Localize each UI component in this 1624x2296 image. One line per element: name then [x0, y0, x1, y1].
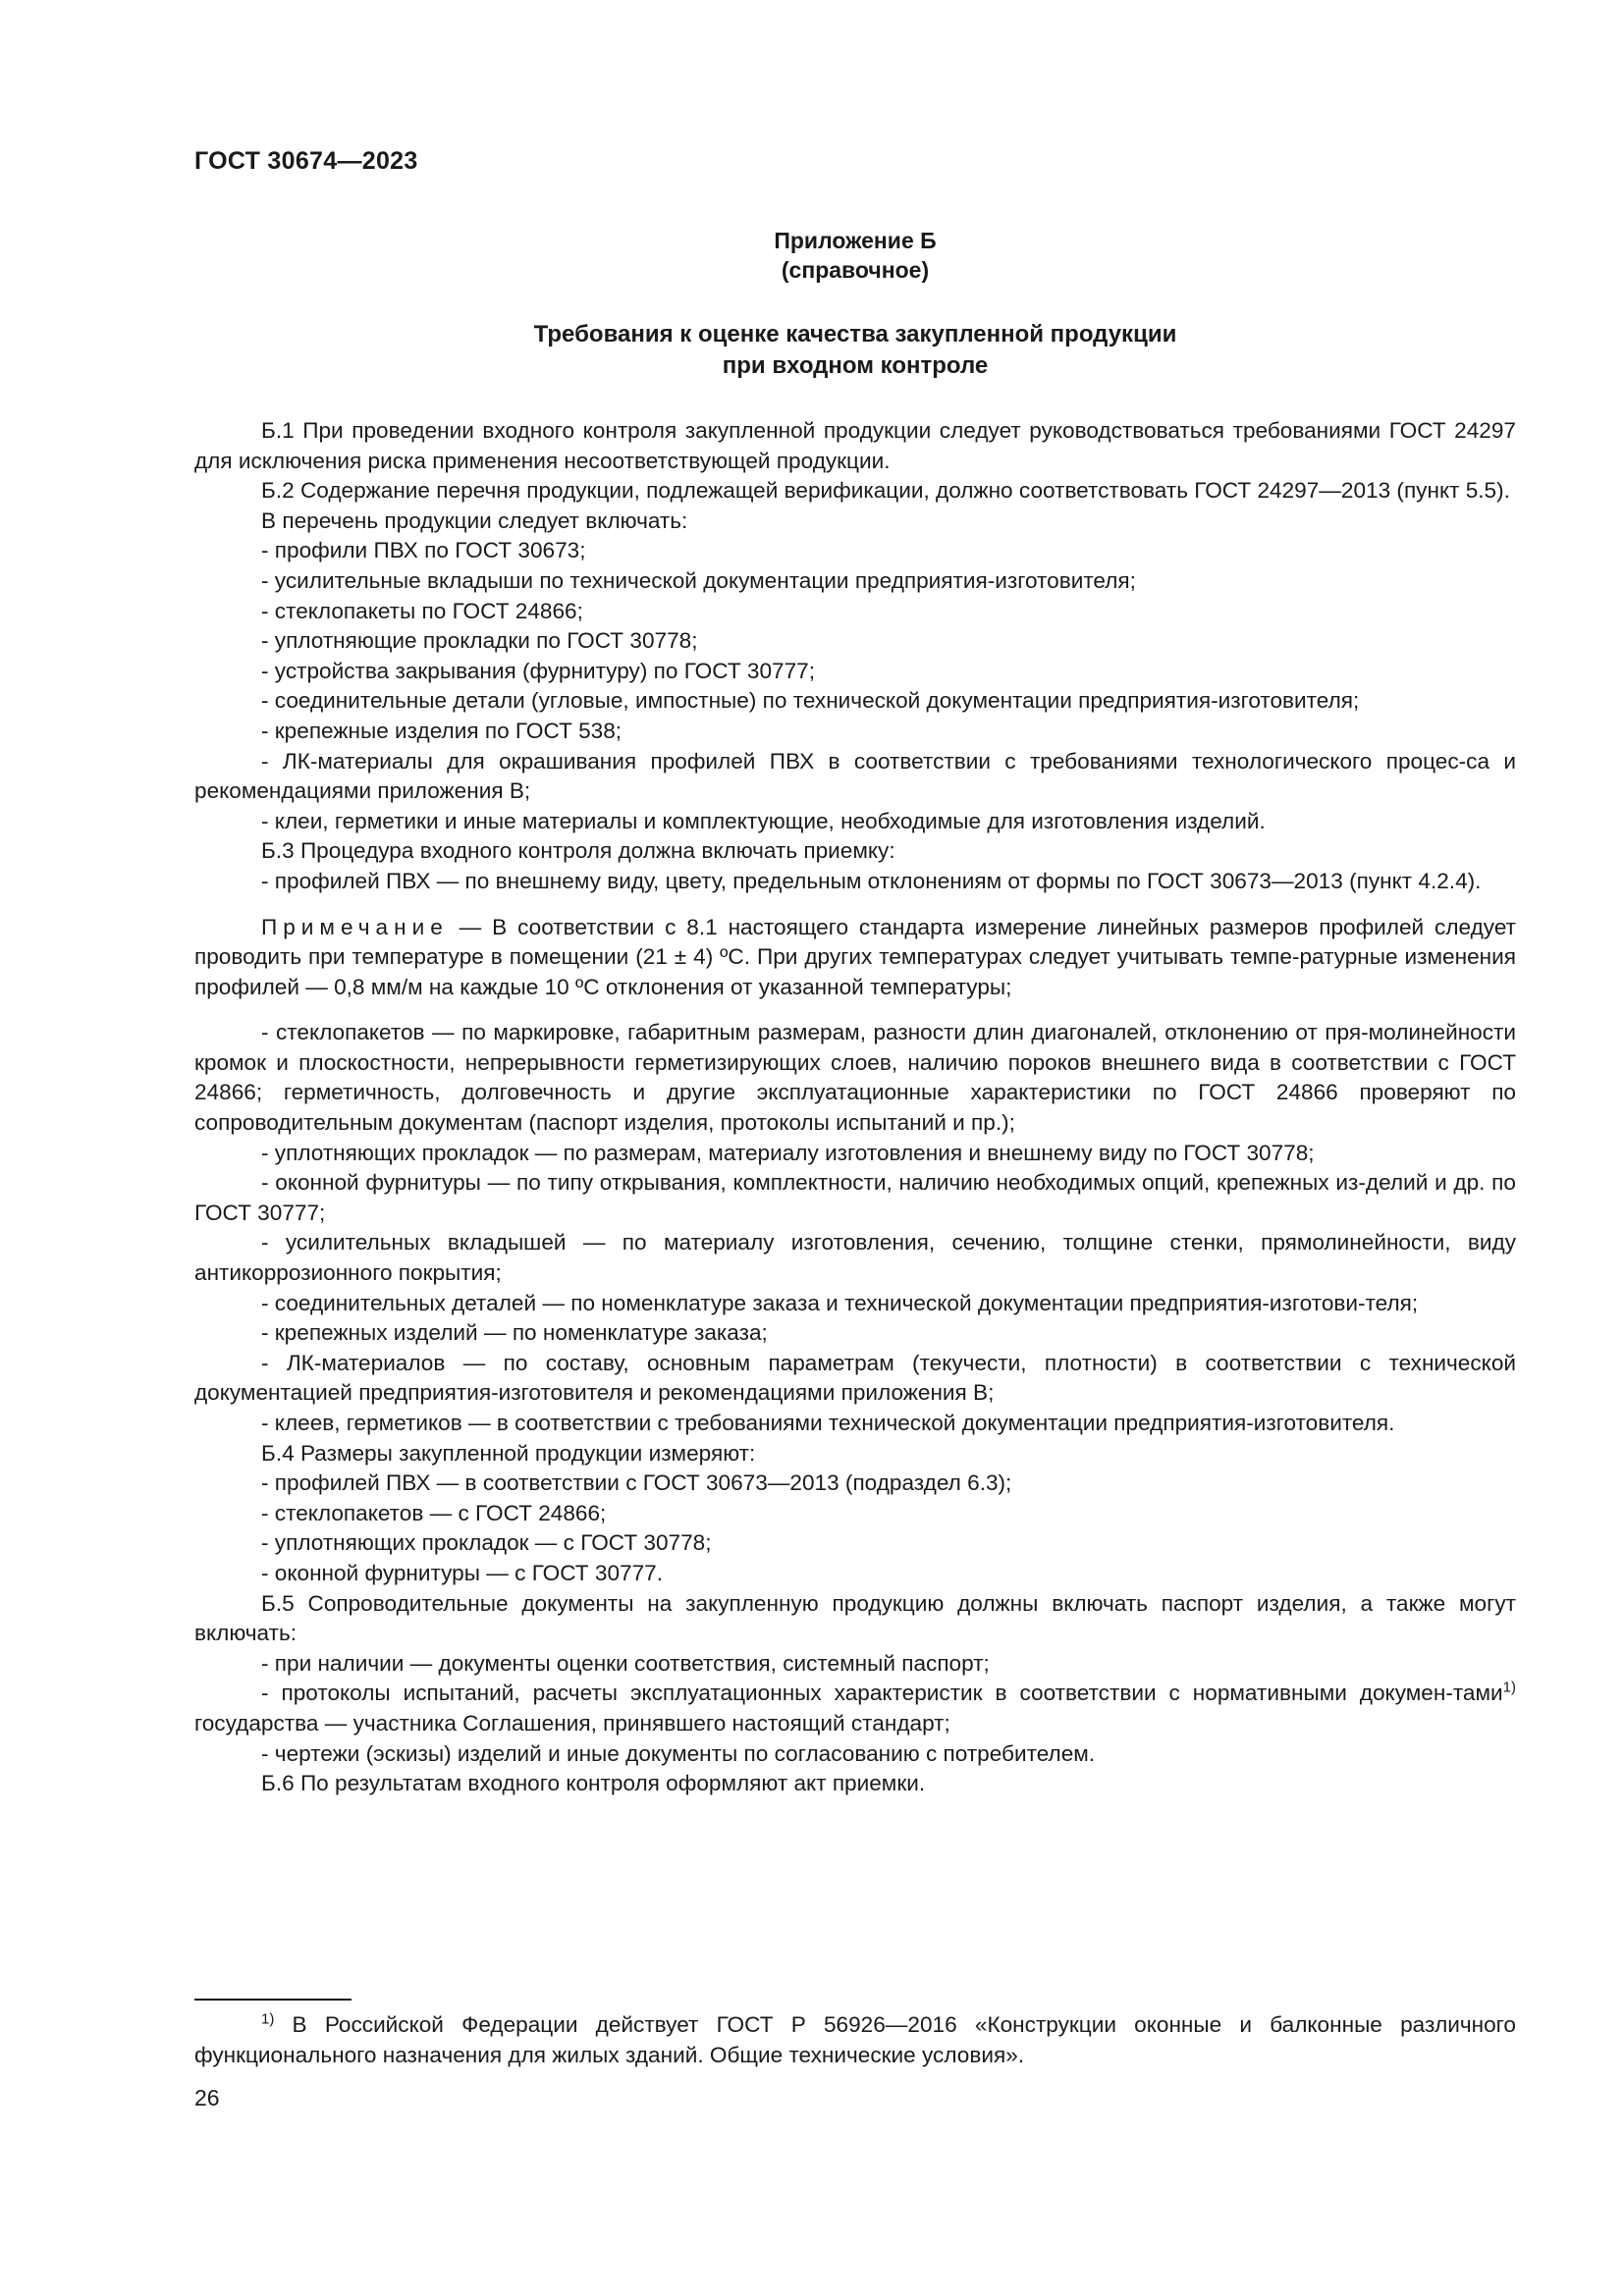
list-item: - уплотняющих прокладок — с ГОСТ 30778;: [261, 1530, 712, 1556]
section-title-line2: при входном контроле: [722, 352, 989, 379]
paragraph: Б.4 Размеры закупленной продукции измеряют:: [261, 1440, 756, 1466]
note: [194, 913, 1516, 1003]
list-item: - профили ПВХ по ГОСТ 30673;: [261, 538, 586, 563]
list-item: - оконной фурнитуры — по типу открывания, комплектности, наличию необходимых опций, крепежных из-делий и др. по ГОСТ 30777;: [194, 1170, 1516, 1225]
list-item: - чертежи (эскизы) изделий и иные документы по согласованию с потребителем.: [261, 1740, 1096, 1766]
appendix-kind: (справочное): [781, 257, 930, 283]
list-item: - ЛК-материалов — по составу, основным параметрам (текучести, плотности) в соответствии с технической документацией предприятия-изготовителя и рекомендациями приложения В;: [194, 1350, 1516, 1406]
list-item: - уплотняющие прокладки по ГОСТ 30778;: [261, 628, 698, 654]
list-item: - уплотняющих прокладок — по размерам, материалу изготовления и внешнему виду по ГОСТ 30778;: [261, 1140, 1315, 1165]
list-item: - клеи, герметики и иные материалы и комплектующие, необходимые для изготовления изделий.: [261, 808, 1266, 833]
list-item: - крепежных изделий — по номенклатуре заказа;: [261, 1320, 768, 1346]
list-item: - соединительные детали (угловые, импостные) по технической документации предприятия-изготовителя;: [261, 688, 1360, 714]
paragraph: Б.6 По результатам входного контроля оформляют акт приемки.: [261, 1771, 926, 1796]
footnote-marker: 1): [261, 2010, 275, 2028]
list-item: - крепежные изделия по ГОСТ 538;: [261, 718, 623, 743]
list-item: - профилей ПВХ — в соответствии с ГОСТ 30673—2013 (подраздел 6.3);: [261, 1470, 1012, 1496]
footnote-ref[interactable]: 1): [1502, 1679, 1516, 1696]
list-item: - соединительных деталей — по номенклатуре заказа и технической документации предприятия-изготови-теля;: [261, 1290, 1419, 1315]
list-item: - устройства закрывания (фурнитуру) по ГОСТ 30777;: [261, 658, 816, 683]
paragraph: Б.5 Сопроводительные документы на закупленную продукцию должны включать паспорт изделия, а также могут включать:: [194, 1590, 1516, 1646]
paragraph: Б.2 Содержание перечня продукции, подлежащей верификации, должно соответствовать ГОСТ 24297—2013 (пункт 5.5).: [261, 478, 1510, 504]
list-item: - стеклопакеты по ГОСТ 24866;: [261, 598, 583, 623]
note-text: — В соответствии с 8.1 настоящего стандарта измерение линейных размеров профилей следует проводить при температуре в помещении (21 ± 4) ºС. При других температурах следует учитывать темпе-ратурные изменения профилей — 0,8 мм/м на каждые 10 ºС отклонения от указанной температуры;: [194, 914, 1516, 999]
appendix-title: Приложение Б: [774, 228, 937, 253]
paragraph: Б.3 Процедура входного контроля должна включать приемку:: [261, 838, 895, 864]
document-header: ГОСТ 30674—2023: [194, 147, 418, 175]
section-title: [194, 319, 1516, 382]
list-item: - клеев, герметиков — в соответствии с требованиями технической документации предприятия-изготовителя.: [261, 1411, 1395, 1435]
list-item: - усилительные вкладыши по технической документации предприятия-изготовителя;: [261, 567, 1136, 593]
footnote: [194, 2010, 1516, 2070]
list-item: [194, 1679, 1516, 1738]
list-item: - стеклопакетов — по маркировке, габаритным размерам, разности длин диагоналей, отклонению от пря-молинейности кромок и плоскостности, непрерывности герметизирующих слоев, наличию пороков внешнего вида в соответствии с ГОСТ 24866; герметичность, долговечность и другие эксплуатационные характеристики по ГОСТ 24866 проверяют по сопроводительным документам (паспорт изделия, протоколы испытаний и пр.);: [194, 1020, 1516, 1136]
page-number: 26: [194, 2085, 220, 2110]
list-item: - ЛК-материалы для окрашивания профилей ПВХ в соответствии с требованиями технологического процес-са и рекомендациями приложения В;: [194, 748, 1516, 804]
note-label: Примечание: [261, 914, 449, 939]
list-item: - стеклопакетов — с ГОСТ 24866;: [261, 1500, 607, 1525]
protocols-text-tail: государства — участника Соглашения, принявшего настоящий стандарт;: [194, 1710, 950, 1735]
list-item: - при наличии — документы оценки соответствия, системный паспорт;: [261, 1650, 990, 1676]
footnote-divider: [194, 1999, 352, 2001]
paragraph: Б.1 При проведении входного контроля закупленной продукции следует руководствоваться требованиями ГОСТ 24297 для исключения риска применения несоответствующей продукции.: [194, 418, 1516, 473]
footnote-text: В Российской Федерации действует ГОСТ Р 56926—2016 «Конструкции оконные и балконные различного функционального назначения для жилых зданий. Общие технические условия».: [194, 2012, 1516, 2067]
section-title-line1: Требования к оценке качества закупленной продукции: [533, 321, 1177, 347]
paragraph: В перечень продукции следует включать:: [261, 507, 688, 533]
body-text: [194, 416, 1516, 1799]
protocols-text: - протоколы испытаний, расчеты эксплуатационных характеристик в соответствии с нормативными докумен-тами: [261, 1681, 1503, 1706]
list-item: - оконной фурнитуры — с ГОСТ 30777.: [261, 1560, 663, 1585]
list-item: - усилительных вкладышей — по материалу изготовления, сечению, толщине стенки, прямолинейности, виду антикоррозионного покрытия;: [194, 1230, 1516, 1286]
appendix-heading: [194, 226, 1516, 285]
list-item: - профилей ПВХ — по внешнему виду, цвету, предельным отклонениям от формы по ГОСТ 30673—2013 (пункт 4.2.4).: [261, 868, 1482, 893]
